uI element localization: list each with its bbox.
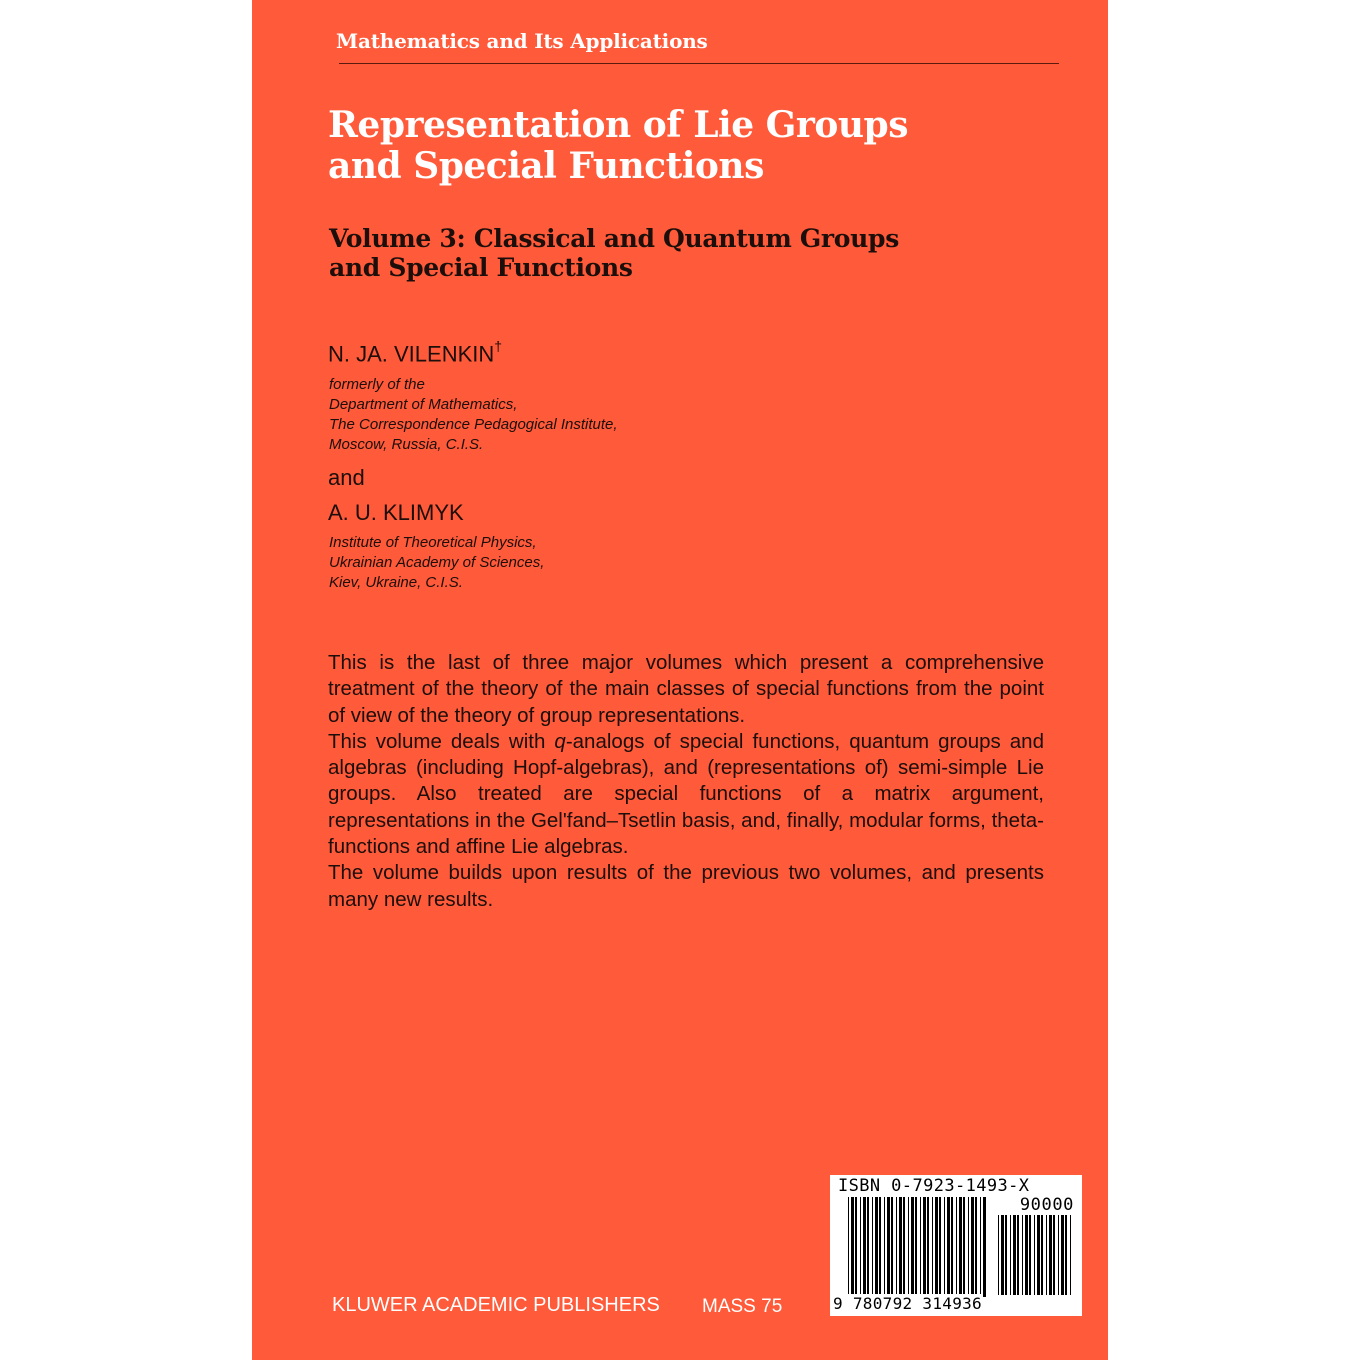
barcode-bar (1005, 1215, 1007, 1295)
barcode-bar (903, 1197, 905, 1297)
affiliation-line: Moscow, Russia, C.I.S. (329, 436, 484, 453)
barcode-bar (1029, 1215, 1031, 1295)
barcode-bar (959, 1197, 962, 1297)
book-title-line-2: and Special Functions (328, 145, 764, 187)
barcode-bar (863, 1197, 866, 1297)
barcode-bar (935, 1197, 938, 1297)
barcode-bar (968, 1197, 969, 1297)
barcode-bar (855, 1197, 857, 1297)
barcode-bar (927, 1197, 929, 1297)
barcode-bar (1001, 1215, 1004, 1295)
barcode-bar (1058, 1215, 1059, 1295)
barcode-bar (911, 1197, 914, 1297)
author-2-affiliation (329, 533, 544, 593)
barcode-bar (975, 1197, 977, 1297)
barcode-bar (884, 1197, 885, 1297)
description-paragraph-3: The volume builds upon results of the previous two volumes, and presents many new results. (328, 861, 1044, 911)
barcode-bar (908, 1197, 909, 1297)
barcode-bar (1070, 1215, 1071, 1295)
author-2-name: A. U. KLIMYK (328, 500, 464, 525)
barcode-bar (983, 1197, 986, 1297)
author-1-name-text: N. JA. VILENKIN (328, 341, 495, 367)
barcode-bar (998, 1215, 999, 1295)
affiliation-line: Ukrainian Academy of Sciences, (329, 554, 545, 571)
book-title (328, 105, 1028, 187)
barcode-bar (923, 1197, 926, 1297)
barcode-bar (867, 1197, 869, 1297)
description-text: -analogs of special functions, quantum groups and algebras (including Hopf-algebras), and (representations of) semi-simple Lie groups. Also treated are special functions of a matrix argument, representations in the Gel'fand–Tsetlin basis, and, finally, modular forms, theta-functions and affine Lie algebras. (328, 729, 1044, 859)
barcode-bar (875, 1197, 878, 1297)
barcode-bar (971, 1197, 974, 1297)
affiliation-line: Kiev, Ukraine, C.I.S. (329, 574, 463, 591)
addon-barcode-bars (998, 1215, 1074, 1295)
description-paragraph-2 (328, 729, 1044, 860)
barcode-bar (920, 1197, 921, 1297)
barcode-bar (891, 1197, 893, 1297)
affiliation-line: Department of Mathematics, (329, 396, 518, 413)
barcode-bar (1013, 1215, 1016, 1295)
series-number: MASS 75 (702, 1296, 783, 1317)
price-code: 90000 (1019, 1195, 1074, 1215)
barcode-bar (1061, 1215, 1064, 1295)
barcode-bar (980, 1197, 981, 1297)
isbn-number: ISBN 0-7923-1493-X (838, 1176, 1030, 1196)
barcode-bar (1025, 1215, 1028, 1295)
volume-title (329, 224, 1029, 282)
author-conjunction: and (328, 465, 365, 490)
barcode-bar (1065, 1215, 1067, 1295)
ean-barcode-bars (848, 1197, 988, 1297)
description-text: This volume deals with (328, 729, 555, 753)
barcode-bar (947, 1197, 950, 1297)
affiliation-line: formerly of the (329, 376, 425, 393)
barcode-bar (1049, 1215, 1052, 1295)
deceased-mark: † (494, 338, 503, 354)
volume-title-line-2: and Special Functions (329, 253, 633, 282)
barcode-bar (848, 1197, 849, 1297)
volume-title-line-1: Volume 3: Classical and Quantum Groups (329, 224, 899, 253)
publisher-name: KLUWER ACADEMIC PUBLISHERS (332, 1294, 660, 1316)
barcode-bar (951, 1197, 953, 1297)
barcode-bar (896, 1197, 897, 1297)
affiliation-line: The Correspondence Pedagogical Institute, (329, 416, 618, 433)
barcode-bar (956, 1197, 957, 1297)
author-1-affiliation (329, 375, 618, 455)
barcode-bar (860, 1197, 861, 1297)
barcode-bar (1010, 1215, 1011, 1295)
barcode-bar (1046, 1215, 1047, 1295)
barcode-bar (944, 1197, 945, 1297)
barcode-bar (1034, 1215, 1035, 1295)
barcode-bar (932, 1197, 933, 1297)
author-1-name (328, 340, 502, 367)
barcode-bar (1041, 1215, 1043, 1295)
barcode-bar (1017, 1215, 1019, 1295)
barcode-digits: 9 780792 314936 (833, 1294, 982, 1313)
barcode-bar (915, 1197, 917, 1297)
q-symbol: q (554, 729, 566, 753)
description-paragraph-1: This is the last of three major volumes which present a comprehensive treatment of the theory of the main classes of special functions from the point of view of the theory of group representations. (328, 651, 1044, 727)
barcode-bar (1022, 1215, 1023, 1295)
isbn-barcode (830, 1175, 1082, 1316)
series-label: Mathematics and Its Applications (336, 29, 708, 53)
barcode-bar (879, 1197, 881, 1297)
book-title-line-1: Representation of Lie Groups (328, 104, 908, 146)
barcode-bar (1053, 1215, 1055, 1295)
barcode-bar (1037, 1215, 1040, 1295)
book-back-cover (252, 0, 1108, 1360)
barcode-bar (899, 1197, 902, 1297)
book-description (328, 650, 1044, 913)
barcode-bar (939, 1197, 941, 1297)
series-divider (339, 63, 1059, 64)
barcode-bar (963, 1197, 965, 1297)
affiliation-line: Institute of Theoretical Physics, (329, 534, 537, 551)
barcode-bar (887, 1197, 890, 1297)
barcode-bar (851, 1197, 854, 1297)
barcode-bar (872, 1197, 873, 1297)
